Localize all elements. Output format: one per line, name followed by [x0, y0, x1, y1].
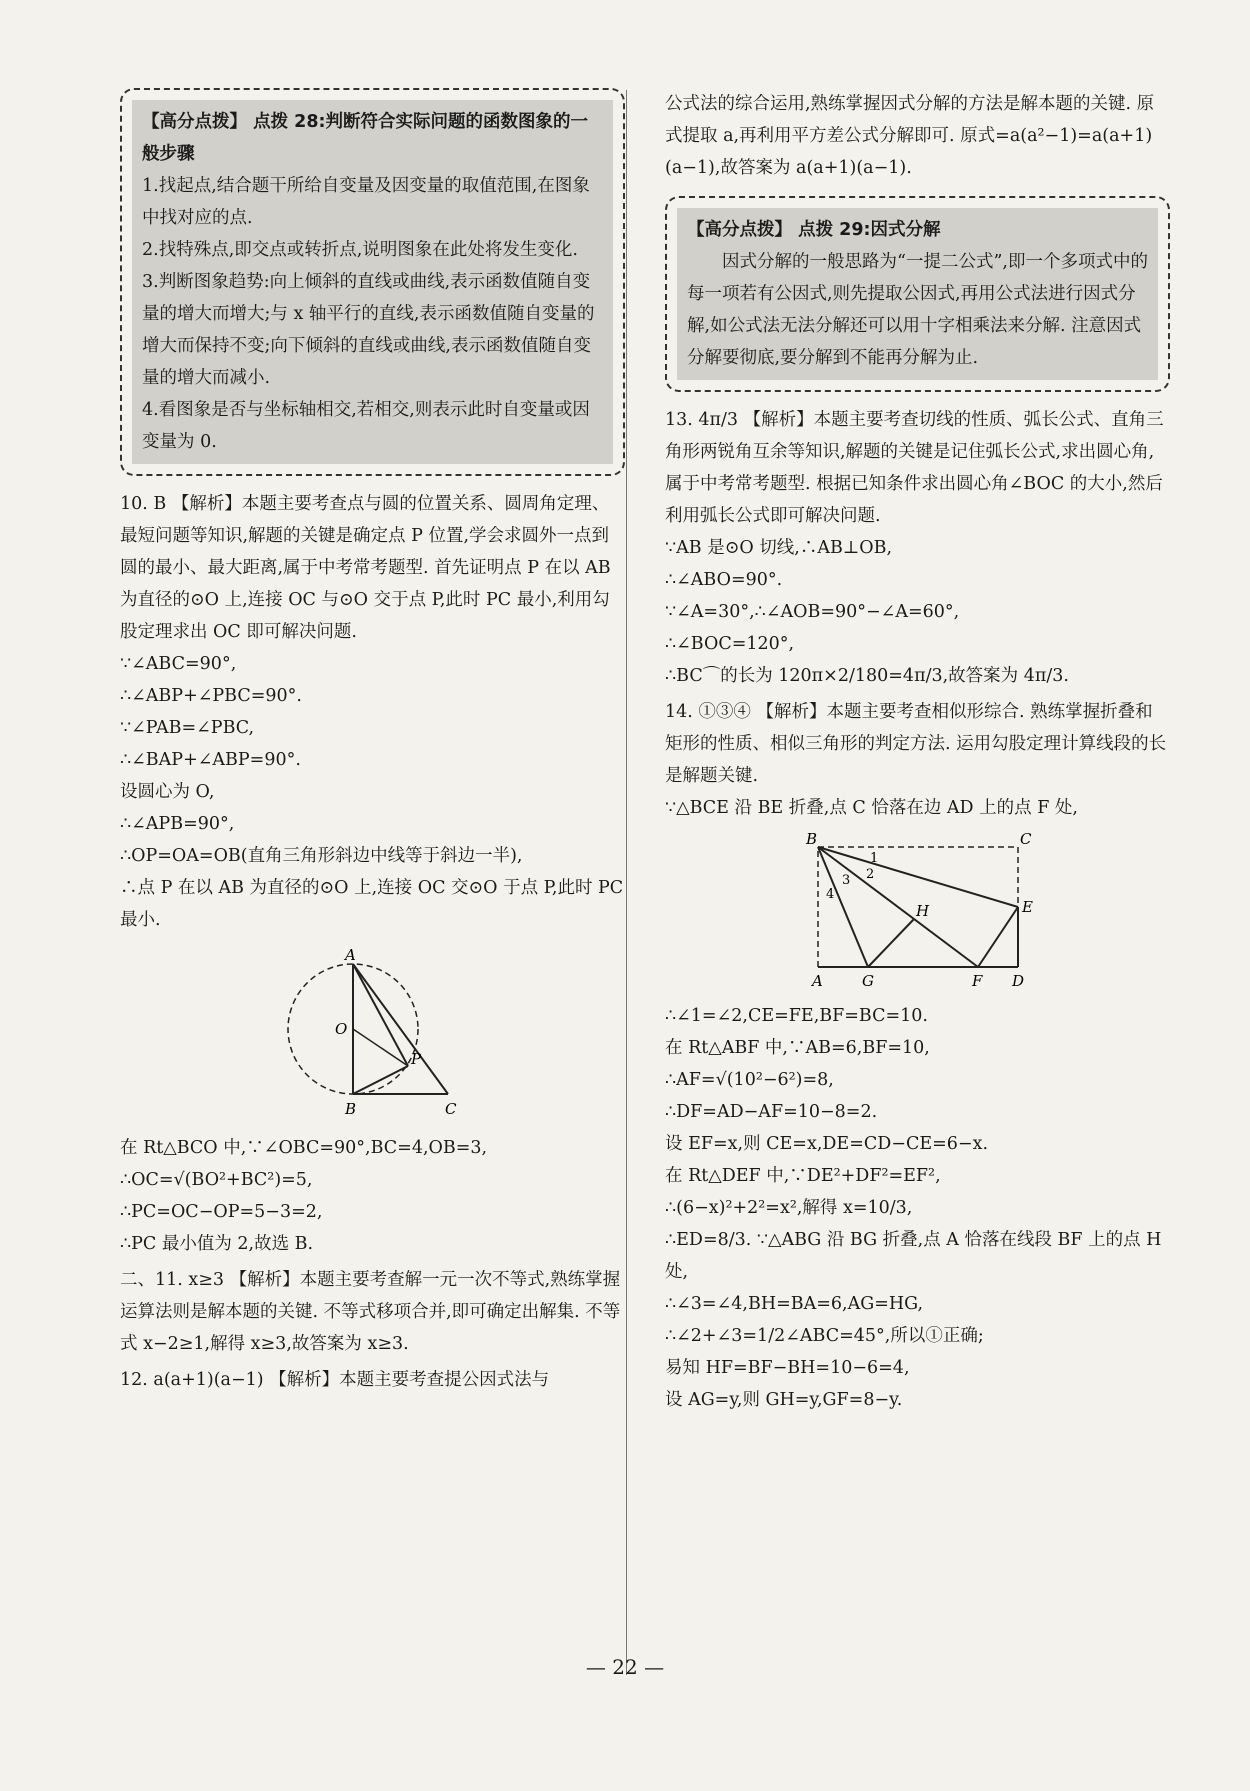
q14-analysis: 14. ①③④ 【解析】本题主要考查相似形综合. 熟练掌握折叠和矩形的性质、相似三角形的判定方法. 运用勾股定理计算线段的长是解题关键.: [665, 702, 1167, 786]
fig-label-f: F: [971, 972, 982, 990]
fig-label-c: C: [444, 1100, 456, 1118]
fig-label-d: D: [1011, 972, 1024, 990]
tip-line: 2.找特殊点,即交点或转折点,说明图象在此处将发生变化.: [142, 240, 578, 260]
tip-line: 4.看图象是否与坐标轴相交,若相交,则表示此时自变量或因变量为 0.: [142, 400, 590, 452]
q13-step: ∴∠ABO=90°.: [665, 570, 783, 590]
q13-analysis: 13. 4π/3 【解析】本题主要考查切线的性质、弧长公式、直角三角形两锐角互余等知识,解题的关键是记住弧长公式,求出圆心角,属于中考常考题型. 根据已知条件求出圆心角∠BOC 的大小,然后利用弧长公式即可解决问题.: [665, 410, 1164, 526]
q10-step: ∴PC=OC−OP=5−3=2,: [120, 1202, 323, 1222]
q10-step: ∴∠APB=90°,: [120, 814, 235, 834]
q13-step: ∵AB 是⊙O 切线,∴AB⊥OB,: [665, 538, 893, 558]
q10-analysis: 10. B 【解析】本题主要考查点与圆的位置关系、圆周角定理、最短问题等知识,解题的关键是确定点 P 位置,学会求圆外一点到圆的最小、最大距离,属于中考常考题型. 首先证明点 P 在以 AB 为直径的⊙O 上,连接 OC 与⊙O 交于点 P,此时 PC 最小,利用勾股定理求出 OC 即可解决问题.: [120, 494, 611, 642]
circle-triangle-figure: [273, 944, 473, 1124]
q14-step: ∴∠1=∠2,CE=FE,BF=BC=10.: [665, 1006, 928, 1026]
q10-step: ∵∠ABC=90°,: [120, 654, 237, 674]
q14-step: 设 AG=y,则 GH=y,GF=8−y.: [665, 1390, 903, 1410]
tip-title: 【高分点拨】 点拨 28:判断符合实际问题的函数图象的一般步骤: [142, 112, 589, 164]
fig-label-angle-2: 2: [865, 867, 874, 882]
tip-box-28: [120, 88, 625, 476]
right-column: [665, 88, 1170, 1416]
fig-label-g: G: [861, 972, 874, 990]
q13-step: ∵∠A=30°,∴∠AOB=90°−∠A=60°,: [665, 602, 960, 622]
tip-line: 3.判断图象趋势:向上倾斜的直线或曲线,表示函数值随自变量的增大而增大;与 x 轴平行的直线,表示函数值随自变量的增大而保持不变;向下倾斜的直线或曲线,表示函数值随自变量的增大而减小.: [142, 272, 595, 388]
left-column: [120, 88, 625, 1396]
q14-step: ∴∠2+∠3=1/2∠ABC=45°,所以①正确;: [665, 1326, 984, 1346]
q14-step: ∵△BCE 沿 BE 折叠,点 C 恰落在边 AD 上的点 F 处,: [665, 798, 1078, 818]
q13-step: ∴∠BOC=120°,: [665, 634, 795, 654]
q14-step: ∴(6−x)²+2²=x²,解得 x=10/3,: [665, 1198, 913, 1218]
fig-label-e: E: [1021, 898, 1033, 916]
fig-label-angle-1: 1: [869, 851, 878, 866]
q10-step: ∴∠BAP+∠ABP=90°.: [120, 750, 301, 770]
fig-label-angle-3: 3: [841, 873, 850, 888]
q10-step: 在 Rt△BCO 中,∵∠OBC=90°,BC=4,OB=3,: [120, 1138, 488, 1158]
q10-step: ∴PC 最小值为 2,故选 B.: [120, 1234, 314, 1254]
fig-label-a: A: [344, 946, 356, 964]
q12-analysis: 12. a(a+1)(a−1) 【解析】本题主要考查提公因式法与: [120, 1370, 550, 1390]
q12-analysis-cont: 公式法的综合运用,熟练掌握因式分解的方法是解本题的关键. 原式提取 a,再利用平方差公式分解即可. 原式=a(a²−1)=a(a+1)(a−1),故答案为 a(a+1)(a−1).: [665, 94, 1155, 178]
tip-title: 【高分点拨】 点拨 29:因式分解: [687, 220, 941, 240]
tip-line: 1.找起点,结合题干所给自变量及因变量的取值范围,在图象中找对应的点.: [142, 176, 590, 228]
q10-step: 设圆心为 O,: [120, 782, 215, 802]
q11-analysis: 二、11. x≥3 【解析】本题主要考查解一元一次不等式,熟练掌握运算法则是解本题的关键. 不等式移项合并,即可确定出解集. 不等式 x−2≥1,解得 x≥3,故答案为 x≥3.: [120, 1270, 621, 1354]
q10-step: ∵∠PAB=∠PBC,: [120, 718, 255, 738]
q14-step: 在 Rt△DEF 中,∵DE²+DF²=EF²,: [665, 1166, 941, 1186]
q10-step: ∴OP=OA=OB(直角三角形斜边中线等于斜边一半),: [120, 846, 523, 866]
rectangle-fold-figure: [798, 832, 1038, 992]
q14-step: ∴ED=8/3. ∵△ABG 沿 BG 折叠,点 A 恰落在线段 BF 上的点 H 处,: [665, 1230, 1162, 1282]
column-divider: [626, 90, 627, 1675]
fig-label-a: A: [811, 972, 823, 990]
tip-box-29: [665, 196, 1170, 392]
q14-step: ∴DF=AD−AF=10−8=2.: [665, 1102, 878, 1122]
q13-step: ∴BC⌒的长为 120π×2/180=4π/3,故答案为 4π/3.: [665, 666, 1069, 686]
q14-step: ∴AF=√(10²−6²)=8,: [665, 1070, 834, 1090]
q10-step: ∴点 P 在以 AB 为直径的⊙O 上,连接 OC 交⊙O 于点 P,此时 PC 最小.: [120, 878, 624, 930]
q14-step: 易知 HF=BF−BH=10−6=4,: [665, 1358, 910, 1378]
fig-label-angle-4: 4: [825, 887, 834, 902]
fig-label-h: H: [915, 902, 929, 920]
fig-label-c: C: [1019, 832, 1031, 848]
q10-step: ∴OC=√(BO²+BC²)=5,: [120, 1170, 313, 1190]
q14-step: ∴∠3=∠4,BH=BA=6,AG=HG,: [665, 1294, 924, 1314]
fig-label-p: P: [410, 1050, 421, 1068]
page-number: — 22 —: [585, 1655, 665, 1679]
q14-step: 在 Rt△ABF 中,∵AB=6,BF=10,: [665, 1038, 930, 1058]
q14-step: 设 EF=x,则 CE=x,DE=CD−CE=6−x.: [665, 1134, 989, 1154]
fig-label-b: B: [805, 832, 817, 848]
fig-label-b: B: [344, 1100, 356, 1118]
q10-step: ∴∠ABP+∠PBC=90°.: [120, 686, 302, 706]
tip-body: 因式分解的一般思路为“一提二公式”,即一个多项式中的每一项若有公因式,则先提取公因式,再用公式法进行因式分解,如公式法无法分解还可以用十字相乘法来分解. 注意因式分解要彻底,要分解到不能再分解为止.: [687, 252, 1148, 368]
fig-label-o: O: [334, 1020, 347, 1038]
